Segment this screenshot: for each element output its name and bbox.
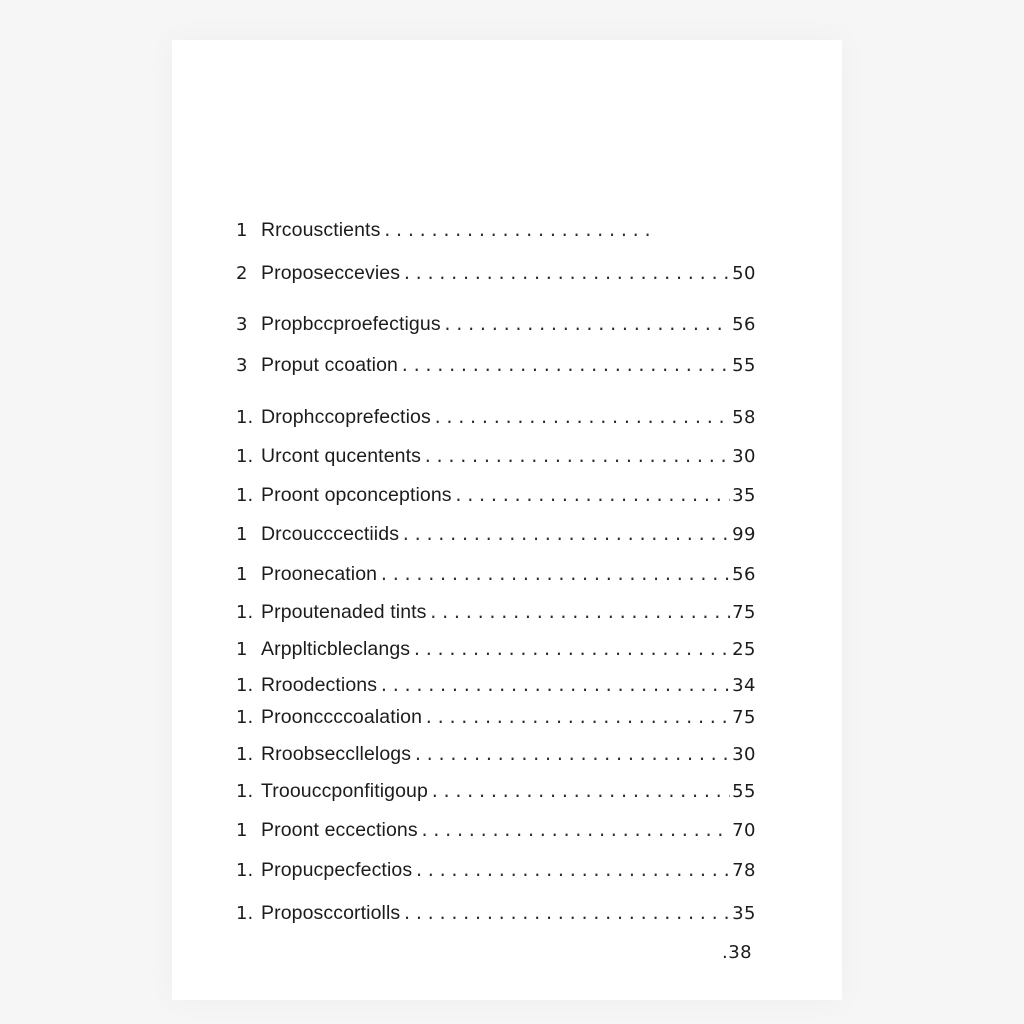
toc-entry-number: 1. [236,903,254,924]
toc-page-number: 30 [732,744,756,765]
toc-entry-number: 3 [236,355,248,376]
toc-dot-leader [402,901,730,927]
toc-page-number: 99 [732,524,756,545]
toc-page-number: 75 [732,707,756,728]
toc-page-number: 35 [732,485,756,506]
toc-entry [236,443,756,469]
toc-page-number: 58 [732,407,756,428]
toc-entry-number: 1 [236,564,248,585]
toc-dot-leader [423,444,730,470]
toc-entry [236,672,756,698]
toc-page-number: 30 [732,446,756,467]
toc-page-number: 55 [732,355,756,376]
toc-entry [236,599,756,625]
toc-entry [236,404,756,430]
toc-dot-leader [379,673,730,699]
toc-entry-number: 1. [236,602,254,623]
toc-dot-leader [433,405,730,431]
toc-entry-number: 3 [236,314,248,335]
toc-entry [236,741,756,767]
toc-entry-title: Proput ccoation [261,354,399,376]
toc-entry [236,900,756,926]
toc-entry-title: Proposccortiolls [261,902,401,924]
toc-trailing-page-number: .38 [722,942,753,963]
toc-page-number: 75 [732,602,756,623]
toc-entry-title: Rroobseccllelogs [261,743,412,765]
toc-entry [236,311,756,337]
toc-dot-leader [443,312,730,338]
toc-page-number: 25 [732,639,756,660]
toc-entry-number: 1. [236,675,254,696]
toc-entry-title: Urcont qucentents [261,445,421,467]
toc-page-number: 78 [732,860,756,881]
toc-entry-title: Rroodections [261,674,378,696]
toc-entry-title: Propucpecfectios [261,859,413,881]
toc-entry-number: 1. [236,744,254,765]
toc-entry [236,521,756,547]
toc-entry [236,857,756,883]
toc-entry [236,704,756,730]
toc-page-number: 70 [732,820,756,841]
toc-entry-number: 1. [236,707,254,728]
toc-dot-leader [382,218,652,244]
toc-entry [236,260,756,286]
toc-dot-leader [420,818,730,844]
toc-entry [236,217,654,243]
toc-entry [236,561,756,587]
toc-entry [236,817,756,843]
toc-entry-title: Proont eccections [261,819,418,841]
toc-entry-number: 1 [236,820,248,841]
toc-entry-number: 1. [236,446,254,467]
toc-dot-leader [402,261,730,287]
toc-entry-number: 1. [236,860,254,881]
toc-entry-title: Troouccponfitigoup [261,780,428,802]
toc-entry-title: Proont opconceptions [261,484,452,506]
toc-dot-leader [413,742,730,768]
toc-dot-leader [412,637,730,663]
toc-dot-leader [429,600,731,626]
toc-entry-number: 1. [236,407,254,428]
toc-dot-leader [454,483,730,509]
toc-entry [236,778,756,804]
toc-entry-title: Drophccoprefectios [261,406,431,428]
toc-dot-leader [430,779,730,805]
toc-entry-number: 1 [236,524,248,545]
toc-entry-title: Proposeccevies [261,262,401,284]
toc-entry [236,636,756,662]
toc-dot-leader [401,522,730,548]
toc-dot-leader [379,562,730,588]
toc-page-number: 56 [732,314,756,335]
toc-entry-number: 1 [236,220,248,241]
toc-entry-number: 2 [236,263,248,284]
toc-entry-title: Proonecation [261,563,378,585]
toc-page-number: 56 [732,564,756,585]
toc-page-number: 55 [732,781,756,802]
toc-entry-number: 1. [236,781,254,802]
toc-entry-title: Propbccproefectigus [261,313,441,335]
toc-entry-title: Arpplticbleclangs [261,638,411,660]
toc-entry-title: Rrcousctients [261,219,381,241]
toc-dot-leader [400,353,730,379]
toc-entry-title: Prpoutenaded tints [261,601,427,623]
toc-page-number: 34 [732,675,756,696]
toc-entry [236,352,756,378]
toc-dot-leader [414,858,730,884]
document-page [172,40,842,1000]
toc-entry-title: Drcoucccectiids [261,523,400,545]
toc-entry-title: Proonccccoalation [261,706,423,728]
toc-dot-leader [424,705,730,731]
toc-entry [236,482,756,508]
toc-entry-number: 1 [236,639,248,660]
toc-page-number: 35 [732,903,756,924]
toc-entry-number: 1. [236,485,254,506]
toc-page-number: 50 [732,263,756,284]
